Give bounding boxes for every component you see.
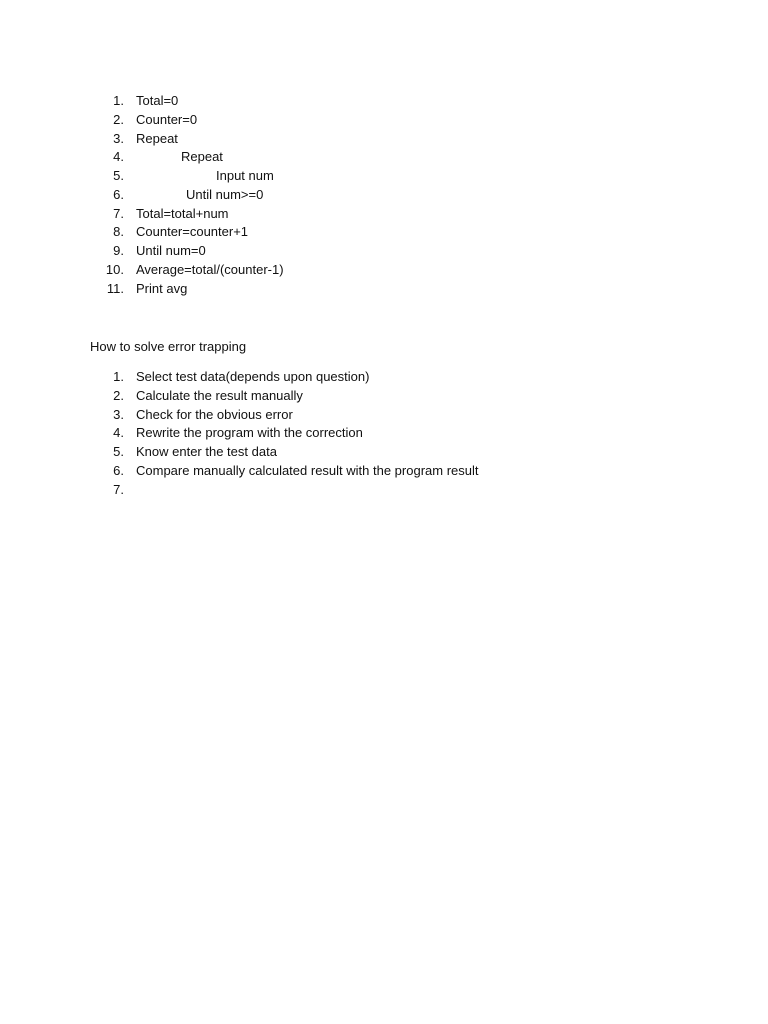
item-number: 3. bbox=[113, 406, 124, 422]
item-text: Know enter the test data bbox=[136, 444, 277, 459]
item-text: Total=total+num bbox=[136, 205, 229, 221]
item-text: Compare manually calculated result with the program result bbox=[136, 462, 479, 478]
item-text: Select test data(depends upon question) bbox=[136, 369, 370, 384]
item-text: Input num bbox=[216, 168, 274, 183]
item-number: 5. bbox=[113, 168, 124, 183]
item-number: 4. bbox=[113, 149, 124, 165]
item-text: Rewrite the program with the correction bbox=[136, 425, 363, 441]
item-number: 6. bbox=[113, 462, 124, 478]
section-heading: How to solve error trapping bbox=[90, 339, 247, 354]
item-text: Total=0 bbox=[136, 93, 179, 108]
item-text: Counter=0 bbox=[136, 111, 198, 127]
item-number: 2. bbox=[113, 111, 124, 127]
item-number: 2. bbox=[113, 387, 124, 403]
item-text: Until num>=0 bbox=[186, 186, 264, 202]
item-text: Repeat bbox=[136, 130, 178, 146]
item-number: 1. bbox=[113, 369, 124, 384]
item-number: 10. bbox=[105, 261, 124, 277]
item-text: Until num=0 bbox=[136, 243, 206, 258]
item-number: 8. bbox=[113, 224, 124, 240]
item-number: 11. bbox=[106, 280, 124, 296]
item-number: 3. bbox=[113, 130, 124, 146]
item-number: 5. bbox=[113, 444, 124, 459]
item-number: 7. bbox=[113, 481, 124, 497]
item-text: Calculate the result manually bbox=[136, 387, 303, 403]
item-number: 9. bbox=[113, 243, 124, 258]
item-text: Print avg bbox=[136, 280, 188, 296]
item-text: Check for the obvious error bbox=[136, 406, 293, 422]
item-text: Counter=counter+1 bbox=[136, 224, 249, 240]
item-text: Average=total/(counter-1) bbox=[136, 261, 284, 277]
item-number: 1. bbox=[113, 93, 124, 108]
item-number: 7. bbox=[113, 205, 124, 221]
item-text: Repeat bbox=[181, 149, 223, 165]
item-number: 4. bbox=[113, 425, 124, 441]
item-number: 6. bbox=[113, 186, 124, 202]
